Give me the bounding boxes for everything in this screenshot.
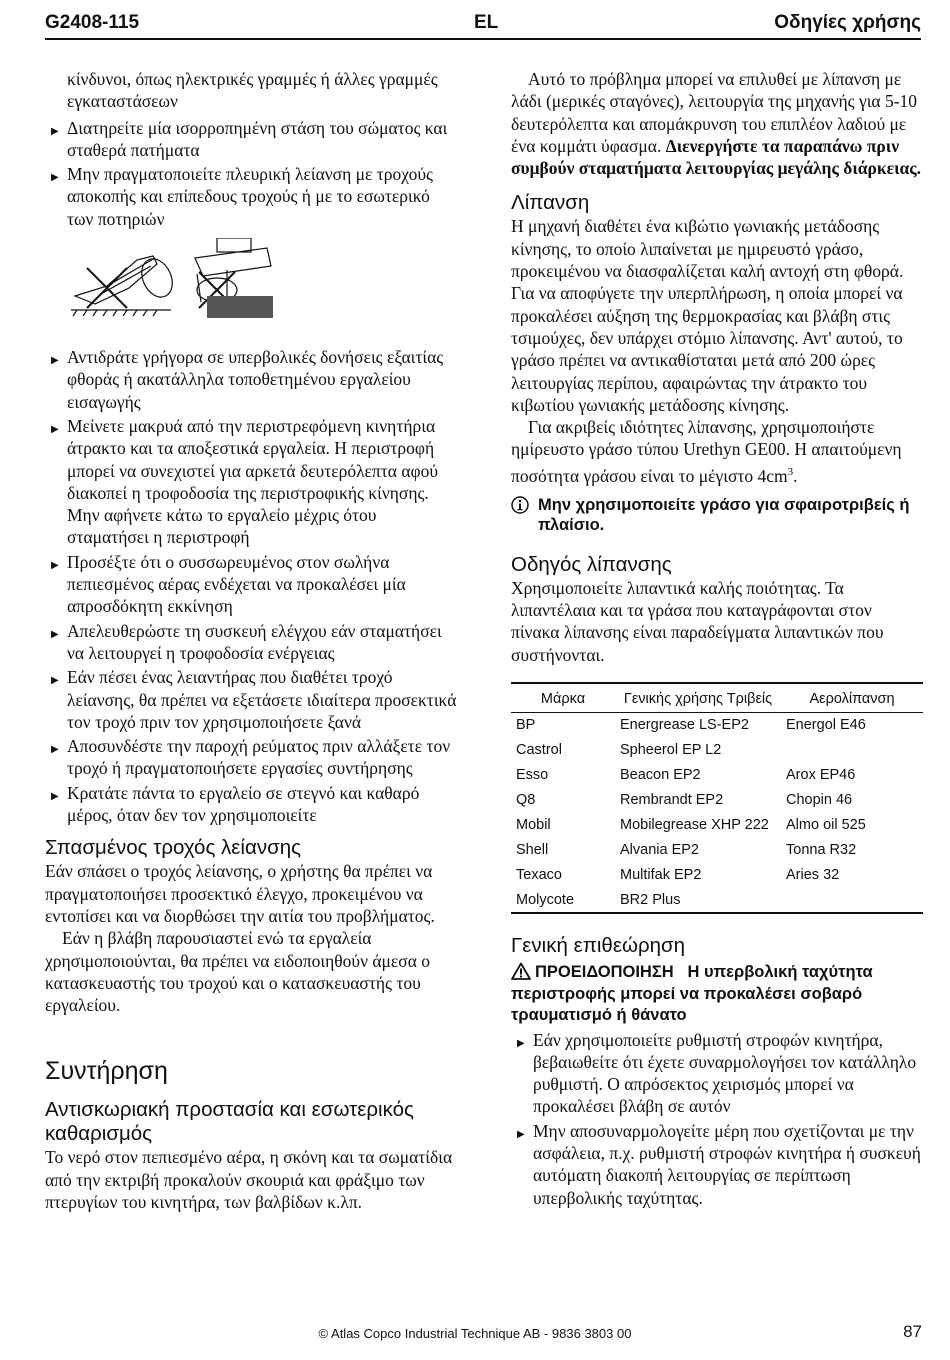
- cell-air: Aries 32: [781, 863, 923, 888]
- column-header-air: Αερολίπανση: [809, 691, 895, 708]
- table-row: [511, 863, 923, 888]
- list-item: ▶ Μην πραγματοποιείτε πλευρική λείανση με τροχούς αποκοπής και επίπεδους τροχούς ή με το εσωτερικό των ποτηριών: [45, 163, 459, 230]
- lubrication-heading: Λίπανση: [511, 191, 590, 215]
- list-item: ▶ Αποσυνδέστε την παροχή ρεύματος πριν αλλάξετε τον τροχό ή πραγματοποιήσετε εργασίες συντήρησης: [45, 735, 459, 780]
- cell-general: Multifak EP2: [615, 863, 781, 888]
- lubrication-guide-paragraph: Χρησιμοποιείτε λιπαντικά καλής ποιότητας. Τα λιπαντέλαια και τα γράσα που καταγράφονται στον πίνακα λίπανσης είναι παραδείγματα λιπαντικών που συστήνονται.: [511, 577, 884, 665]
- cell-brand: Castrol: [511, 738, 615, 763]
- page-number: 87: [903, 1322, 922, 1341]
- note-text: Μην χρησιμοποιείτε γράσο για σφαιροτριβείς ή πλαίσιο.: [538, 495, 910, 534]
- grease-note: [511, 495, 923, 535]
- intro-continuation: κίνδυνοι, όπως ηλεκτρικές γραμμές ή άλλες γραμμές εγκαταστάσεων: [67, 69, 438, 112]
- maintenance-heading: Συντήρηση: [45, 1057, 168, 1086]
- cell-brand: Shell: [511, 838, 615, 863]
- cell-air: [781, 888, 923, 914]
- cell-brand: Molycote: [511, 888, 615, 914]
- table-row: [511, 838, 923, 863]
- lubrication-paragraph-1: Η μηχανή διαθέτει ένα κιβώτιο γωνιακής μετάδοσης κίνησης, το οποίο λιπαίνεται με ημιρευστό γράσο, προκειμένου να διασφαλίζεται καλή αντοχή στη φθορά. Για να αποφύγετε την υπερπλήρωση, η οποία μπορεί να προκαλέσει αύξηση της θερμοκρασίας και βλάβη στις τσιμούχες, δεν υπάρχει στόμιο λίπανσης. Αντ' αυτού, το γράσο πρέπει να αντικαθίσταται μετά από 200 ώρες λειτουργίας περίπου, αφαιρώντας την άτρακτο του κιβωτίου γωνιακής μετάδοσης κίνησης.: [511, 216, 904, 415]
- list-item: ▶ Μην αποσυναρμολογείτε μέρη που σχετίζονται με την ασφάλεια, π.χ. ρυθμιστή στροφών κινητήρα ή συσκευή αυτόματη διακοπή λειτουργίας σε περίπτωση υπερβολικής ταχύτητας.: [511, 1120, 923, 1209]
- safety-list-a: [45, 117, 459, 230]
- right-column: [511, 68, 923, 1211]
- cell-air: Arox EP46: [781, 763, 923, 788]
- cell-brand: Esso: [511, 763, 615, 788]
- table-row: [511, 788, 923, 813]
- page-header: [45, 8, 921, 40]
- cell-brand: Mobil: [511, 813, 615, 838]
- list-item: ▶ Απελευθερώστε τη συσκευή ελέγχου εάν σταματήσει να λειτουργεί η τροφοδοσία ενέργειας: [45, 620, 459, 665]
- side-grinding-prohibited-icon: [67, 238, 277, 318]
- cell-air: Energol E46: [786, 717, 866, 734]
- cell-general: BR2 Plus: [615, 888, 781, 914]
- broken-wheel-paragraph-1: Εάν σπάσει ο τροχός λείανσης, ο χρήστης θα πρέπει να πραγματοποιήσει προσεκτικό έλεγχο, προκειμένου να εντοπίσει και να διορθώσει την αιτία του προβλήματος.: [45, 861, 435, 926]
- left-column: [45, 68, 459, 1213]
- problem-bold-text: Διενεργήστε τα παραπάνω πριν συμβούν σταματήματα λειτουργίας μεγάλης διάρκειας.: [511, 135, 922, 179]
- list-item: ▶ Μείνετε μακρυά από την περιστρεφόμενη κινητήρια άτρακτο και τα αποξεστικά εργαλεία. Η περιστροφή μπορεί να συνεχιστεί για αρκετά δευτερόλεπτα αφού διακοπεί η τροφοδοσία της περιστροφικής κίνησης. Μην αφήνετε κάτω το εργαλείο μέχρις ότου σταματήσει η περιστροφή: [45, 415, 459, 549]
- warning-triangle-icon: [511, 962, 531, 980]
- anticorrosion-paragraph: Το νερό στον πεπιεσμένο αέρα, η σκόνη και τα σωματίδια από την εκτριβή προκαλούν σκουριά και φράξιμο των πτερυγίων του κινητήρα, των βαλβίδων κ.λπ.: [45, 1147, 453, 1212]
- cell-air: Tonna R32: [781, 838, 923, 863]
- table-row: [511, 813, 923, 838]
- table-row: [511, 888, 923, 914]
- cell-general: Rembrandt EP2: [615, 788, 781, 813]
- list-item: ▶ Διατηρείτε μία ισορροπημένη στάση του σώματος και σταθερά πατήματα: [45, 117, 459, 162]
- list-item: ▶ Αντιδράτε γρήγορα σε υπερβολικές δονήσεις εξαιτίας φθοράς ή ακατάλληλα τοποθετημένου εργαλείου εισαγωγής: [45, 346, 459, 413]
- column-header-general: Γενικής χρήσης Τριβείς: [623, 691, 773, 708]
- broken-wheel-paragraph-2: Εάν η βλάβη παρουσιαστεί ενώ τα εργαλεία χρησιμοποιούνται, θα πρέπει να ειδοποιηθούν άμεσα ο κατασκευαστής του τροχού και ο κατασκευαστής του εργαλείου.: [45, 928, 430, 1016]
- document-id: G2408-115: [45, 12, 140, 33]
- lubricant-table: [511, 682, 923, 914]
- side-grinding-illustration: [45, 238, 459, 338]
- safety-list-b: [45, 346, 459, 826]
- cell-general: Mobilegrease XHP 222: [615, 813, 781, 838]
- anticorrosion-heading: Αντισκωριακή προστασία και εσωτερικός καθαρισμός: [45, 1098, 414, 1146]
- period: .: [793, 465, 798, 486]
- cell-air: [781, 738, 923, 763]
- list-item: ▶ Προσέξτε ότι ο συσσωρευμένος στον σωλήνα πεπιεσμένος αέρας ενδέχεται να προκαλέσει μία απροσδόκητη εκκίνηση: [45, 551, 459, 618]
- list-item: ▶ Εάν χρησιμοποιείτε ρυθμιστή στροφών κινητήρα, βεβαιωθείτε ότι έχετε συναρμολογήσει τον κατάλληλο ρυθμιστή. Ο απρόσεκτος χειρισμός μπορεί να προκαλέσει βλάβη σε αυτόν: [511, 1029, 923, 1118]
- cell-brand: Texaco: [511, 863, 615, 888]
- problem-paragraph: [511, 68, 923, 179]
- list-item: ▶ Κρατάτε πάντα το εργαλείο σε στεγνό και καθαρό μέρος, όταν δεν τον χρησιμοποιείτε: [45, 782, 459, 827]
- lubrication-text: Για ακριβείς ιδιότητες λίπανσης, χρησιμοποιήστε ημίρευστο γράσο τύπου Urethyn GE00. Η απαιτούμενη ποσότητα γράσου είναι το μέγιστο 4cm: [511, 417, 902, 486]
- table-header-row: [511, 683, 923, 713]
- warning-label: ΠΡΟΕΙΔΟΠΟΙΗΣΗ: [535, 963, 674, 982]
- general-inspection-heading: Γενική επιθεώρηση: [511, 934, 686, 958]
- problem-text: Αυτό το πρόβλημα μπορεί να επιλυθεί με λίπανση με λάδι (μερικές σταγόνες), λειτουργία της μηχανής για 5-10 δευτερόλεπτα και απομάκρυνση του επιπλέον λαδιού με ένα κομμάτι ύφασμα.: [511, 69, 918, 156]
- cell-general: Beacon EP2: [615, 763, 781, 788]
- cell-brand: Q8: [511, 788, 615, 813]
- footer-copyright: © Atlas Copco Industrial Technique AB - 9836 3803 00: [318, 1326, 632, 1341]
- info-icon: [511, 496, 529, 514]
- inspection-list: [511, 1029, 923, 1209]
- cell-general: Alvania EP2: [615, 838, 781, 863]
- cell-air: Almo oil 525: [781, 813, 923, 838]
- lubrication-paragraph-2: [511, 416, 923, 487]
- cell-general: Energrease LS-EP2: [620, 717, 749, 734]
- superscript-3: 3: [787, 465, 794, 478]
- cell-brand: BP: [516, 717, 536, 734]
- table-row: [511, 763, 923, 788]
- overspeed-warning: [511, 962, 923, 1027]
- table-row: [511, 713, 923, 738]
- table-body: [511, 713, 923, 914]
- table-row: [511, 738, 923, 763]
- warning-text: Η υπερβολική ταχύτητα περιστροφής μπορεί να προκαλέσει σοβαρό τραυματισμό ή θάνατο: [511, 963, 873, 1025]
- cell-air: Chopin 46: [781, 788, 923, 813]
- lubrication-guide-heading: Οδηγός λίπανσης: [511, 552, 672, 576]
- language-code: EL: [474, 12, 499, 33]
- column-header-brand: Μάρκα: [540, 691, 586, 708]
- list-item: ▶ Εάν πέσει ένας λειαντήρας που διαθέτει τροχό λείανσης, θα πρέπει να εξετάσετε ιδιαίτερα προσεκτικά τον τροχό πριν τον χρησιμοποιήσετε ξανά: [45, 666, 459, 733]
- header-title: Οδηγίες χρήσης: [774, 12, 921, 33]
- broken-wheel-heading: Σπασμένος τροχός λείανσης: [45, 836, 301, 860]
- cell-general: Spheerol EP L2: [615, 738, 781, 763]
